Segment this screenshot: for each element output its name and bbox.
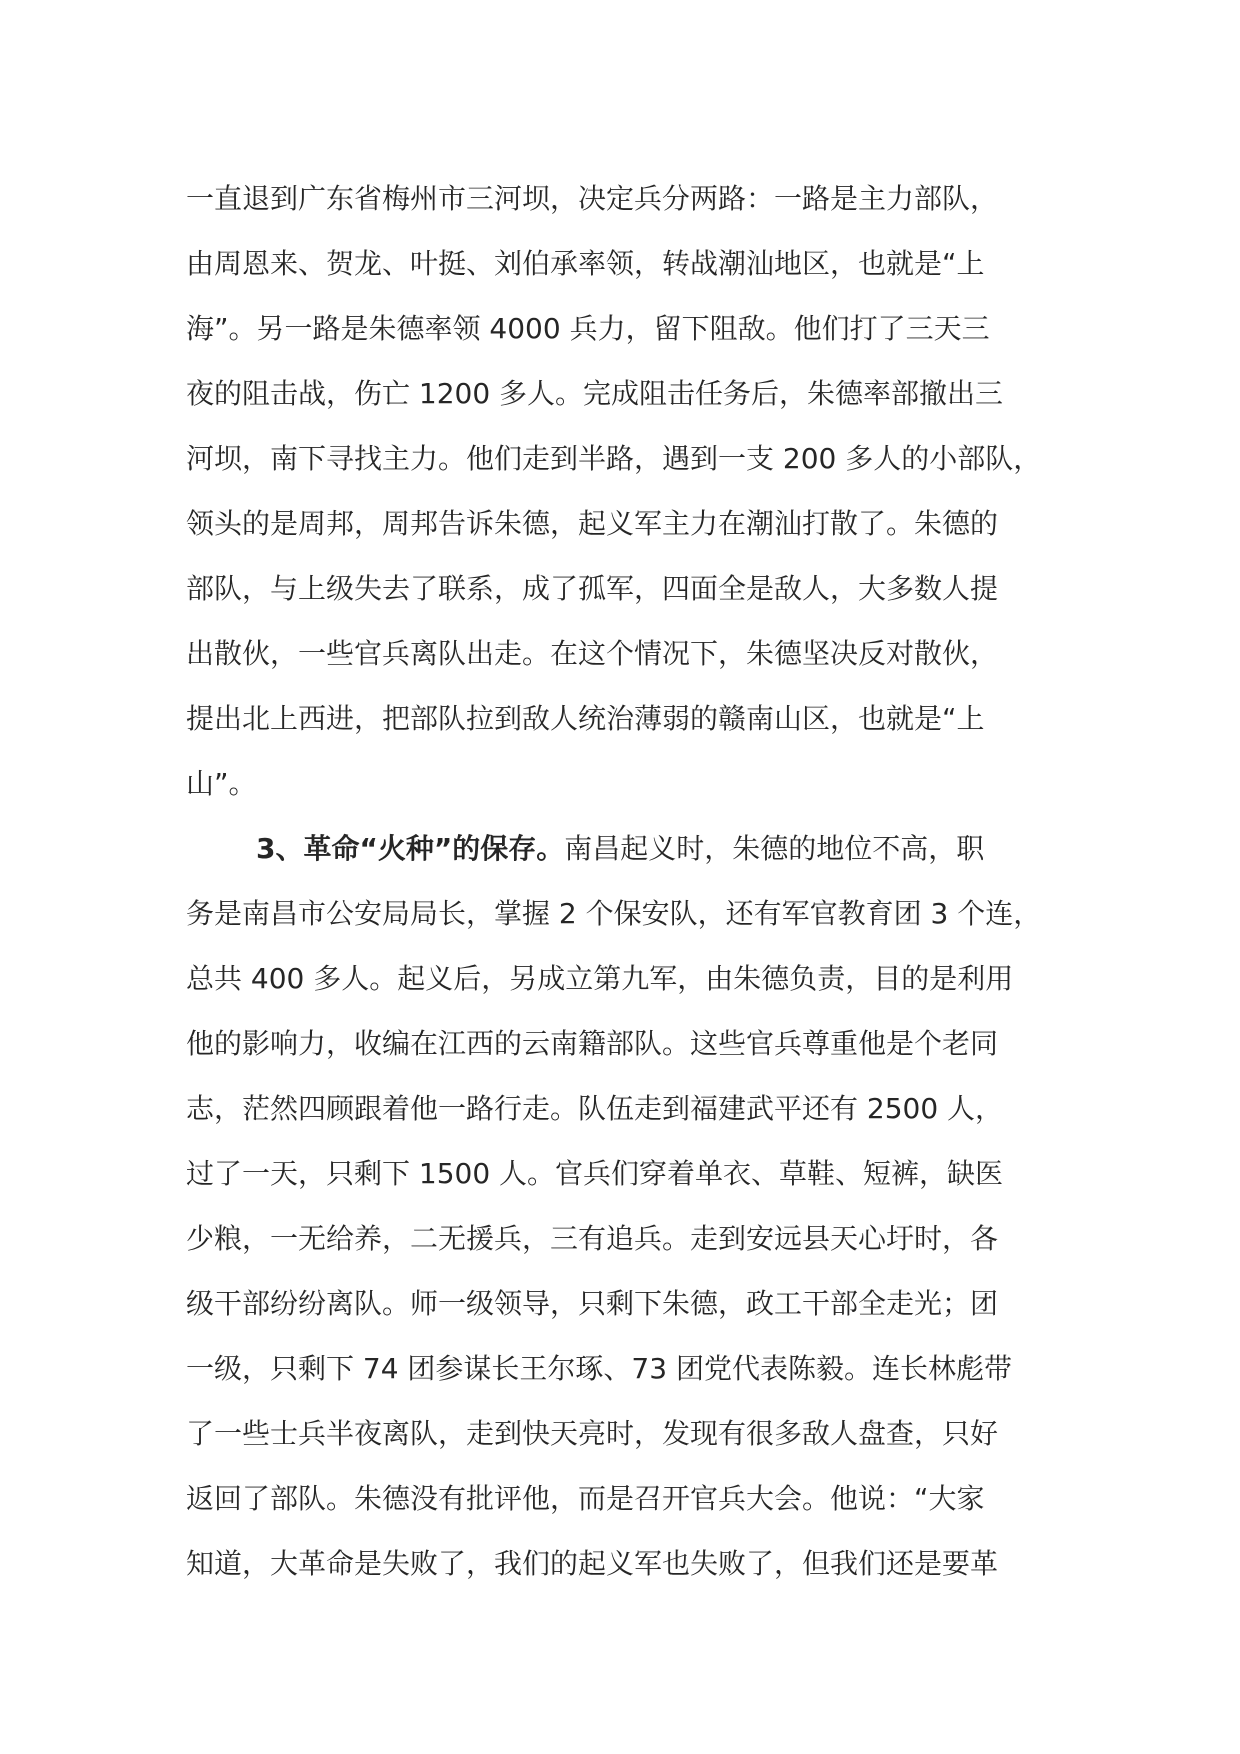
text-line: 过了一天，只剩下 1500 人。官兵们穿着单衣、草鞋、短裤，缺医 [186, 1157, 1004, 1190]
text-line: 一级，只剩下 74 团参谋长王尔琢、73 团党代表陈毅。连长林彪带 [186, 1352, 1012, 1385]
text-line: 少粮，一无给养，二无援兵，三有追兵。走到安远县天心圩时，各 [186, 1222, 999, 1255]
text-line: 级干部纷纷离队。师一级领导，只剩下朱德，政工干部全走光；团 [186, 1287, 999, 1320]
text-line: 海”。另一路是朱德率领 4000 兵力，留下阻敌。他们打了三天三 [186, 312, 990, 345]
text-line: 夜的阻击战，伤亡 1200 多人。完成阻击任务后，朱德率部撤出三 [186, 377, 1004, 410]
text-line-rest: 南昌起义时，朱德的地位不高，职 [564, 832, 985, 865]
text-line: 了一些士兵半夜离队，走到快天亮时，发现有很多敌人盘查，只好 [186, 1417, 999, 1450]
text-line: 总共 400 多人。起义后，另成立第九军，由朱德负责，目的是利用 [186, 962, 1014, 995]
text-line: 山”。 [186, 767, 257, 800]
text-line: 他的影响力，收编在江西的云南籍部队。这些官兵尊重他是个老同 [186, 1027, 999, 1060]
paragraph-2-first-line [186, 816, 1066, 881]
text-line: 返回了部队。朱德没有批评他，而是召开官兵大会。他说：“大家 [186, 1482, 985, 1515]
text-line: 一直退到广东省梅州市三河坝，决定兵分两路：一路是主力部队， [186, 182, 999, 215]
body-text [186, 166, 1066, 1596]
text-line: 由周恩来、贺龙、叶挺、刘伯承率领，转战潮汕地区，也就是“上 [186, 247, 985, 280]
text-line: 部队，与上级失去了联系，成了孤军，四面全是敌人，大多数人提 [186, 572, 999, 605]
text-line: 领头的是周邦，周邦告诉朱德，起义军主力在潮汕打散了。朱德的 [186, 507, 999, 540]
paragraph-2 [186, 816, 1066, 1596]
text-line: 提出北上西进，把部队拉到敌人统治薄弱的赣南山区，也就是“上 [186, 702, 985, 735]
text-line: 务是南昌市公安局局长，掌握 2 个保安队，还有军官教育团 3 个连， [186, 897, 1042, 930]
text-line: 河坝，南下寻找主力。他们走到半路，遇到一支 200 多人的小部队， [186, 442, 1042, 475]
text-line: 志，茫然四顾跟着他一路行走。队伍走到福建武平还有 2500 人， [186, 1092, 1004, 1125]
text-line: 出散伙，一些官兵离队出走。在这个情况下，朱德坚决反对散伙， [186, 637, 999, 670]
paragraph-1 [186, 166, 1066, 816]
section-heading: 3、革命“火种”的保存。 [256, 832, 565, 865]
text-line: 知道，大革命是失败了，我们的起义军也失败了，但我们还是要革 [186, 1547, 999, 1580]
